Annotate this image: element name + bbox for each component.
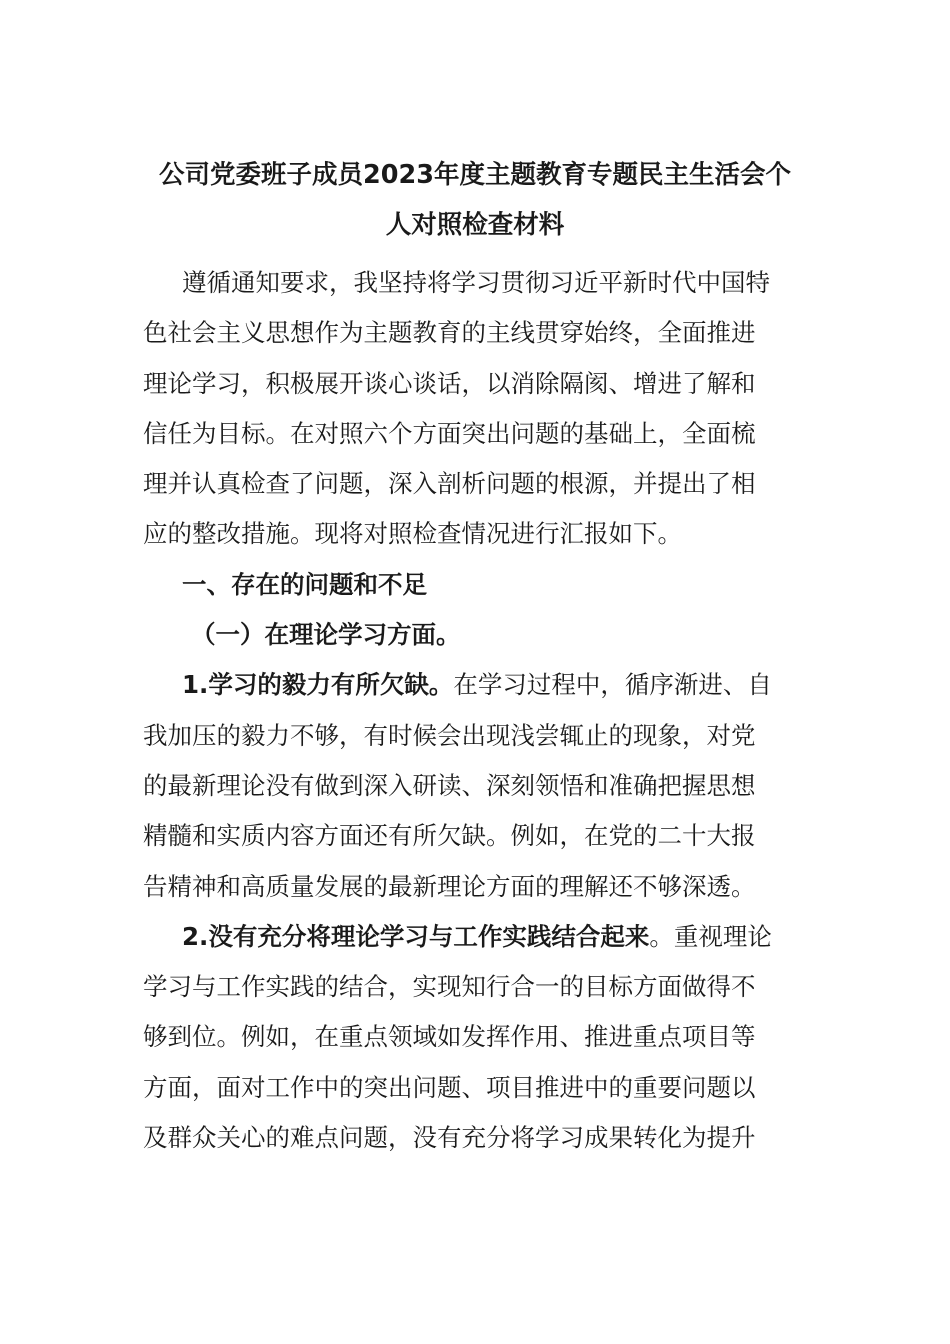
- item-2-lead: 2.没有充分将理论学习与工作实践结合起来: [182, 921, 650, 951]
- title-line: 人对照检查材料: [385, 210, 565, 240]
- title-line: 公司党委班子成员2023年度主题教育专题民主生活会个: [159, 160, 791, 190]
- paragraph-line: 应的整改措施。现将对照检查情况进行汇报如下。: [143, 519, 682, 549]
- paragraph-line: 及群众关心的难点问题，没有充分将学习成果转化为提升: [143, 1123, 756, 1153]
- document-page: [143, 150, 807, 1163]
- paragraph-line: 方面，面对工作中的突出问题、项目推进中的重要问题以: [143, 1072, 756, 1102]
- paragraph-line: 我加压的毅力不够，有时候会出现浅尝辄止的现象，对党: [143, 720, 756, 750]
- paragraph-line: 遵循通知要求，我坚持将学习贯彻习近平新时代中国特: [182, 268, 770, 297]
- paragraph-line: 的最新理论没有做到深入研读、深刻领悟和准确把握思想: [143, 770, 756, 800]
- paragraph-line: 精髓和实质内容方面还有所欠缺。例如，在党的二十大报: [143, 821, 756, 851]
- document-body: [143, 258, 807, 1163]
- paragraph-line: 信任为目标。在对照六个方面突出问题的基础上，全面梳: [143, 418, 756, 448]
- paragraph-line: 告精神和高质量发展的最新理论方面的理解还不够深透。: [143, 871, 756, 901]
- intro-paragraph: [143, 258, 807, 560]
- paragraph-line: 理论学习，积极展开谈心谈话，以消除隔阂、增进了解和: [143, 368, 756, 398]
- subsection-heading: （一）在理论学习方面。: [191, 620, 461, 650]
- paragraph-line: [143, 660, 807, 710]
- paragraph-line: 够到位。例如，在重点领域如发挥作用、推进重点项目等: [143, 1022, 756, 1052]
- paragraph-line: [143, 912, 807, 962]
- paragraph-line: 色社会主义思想作为主题教育的主线贯穿始终，全面推进: [143, 318, 756, 348]
- document-title: [143, 150, 807, 250]
- paragraph-line: 学习与工作实践的结合，实现知行合一的目标方面做得不: [143, 972, 756, 1002]
- section-heading: 一、存在的问题和不足: [182, 569, 427, 599]
- item-1-lead: 1.学习的毅力有所欠缺。: [182, 670, 454, 700]
- item-1-first-line-text: 在学习过程中，循序渐进、自: [453, 670, 772, 700]
- item-2-first-line-text: 。重视理论: [649, 921, 772, 951]
- paragraph-line: 理并认真检查了问题，深入剖析问题的根源，并提出了相: [143, 469, 756, 499]
- item-1-paragraph: [143, 660, 807, 911]
- item-2-paragraph: [143, 912, 807, 1163]
